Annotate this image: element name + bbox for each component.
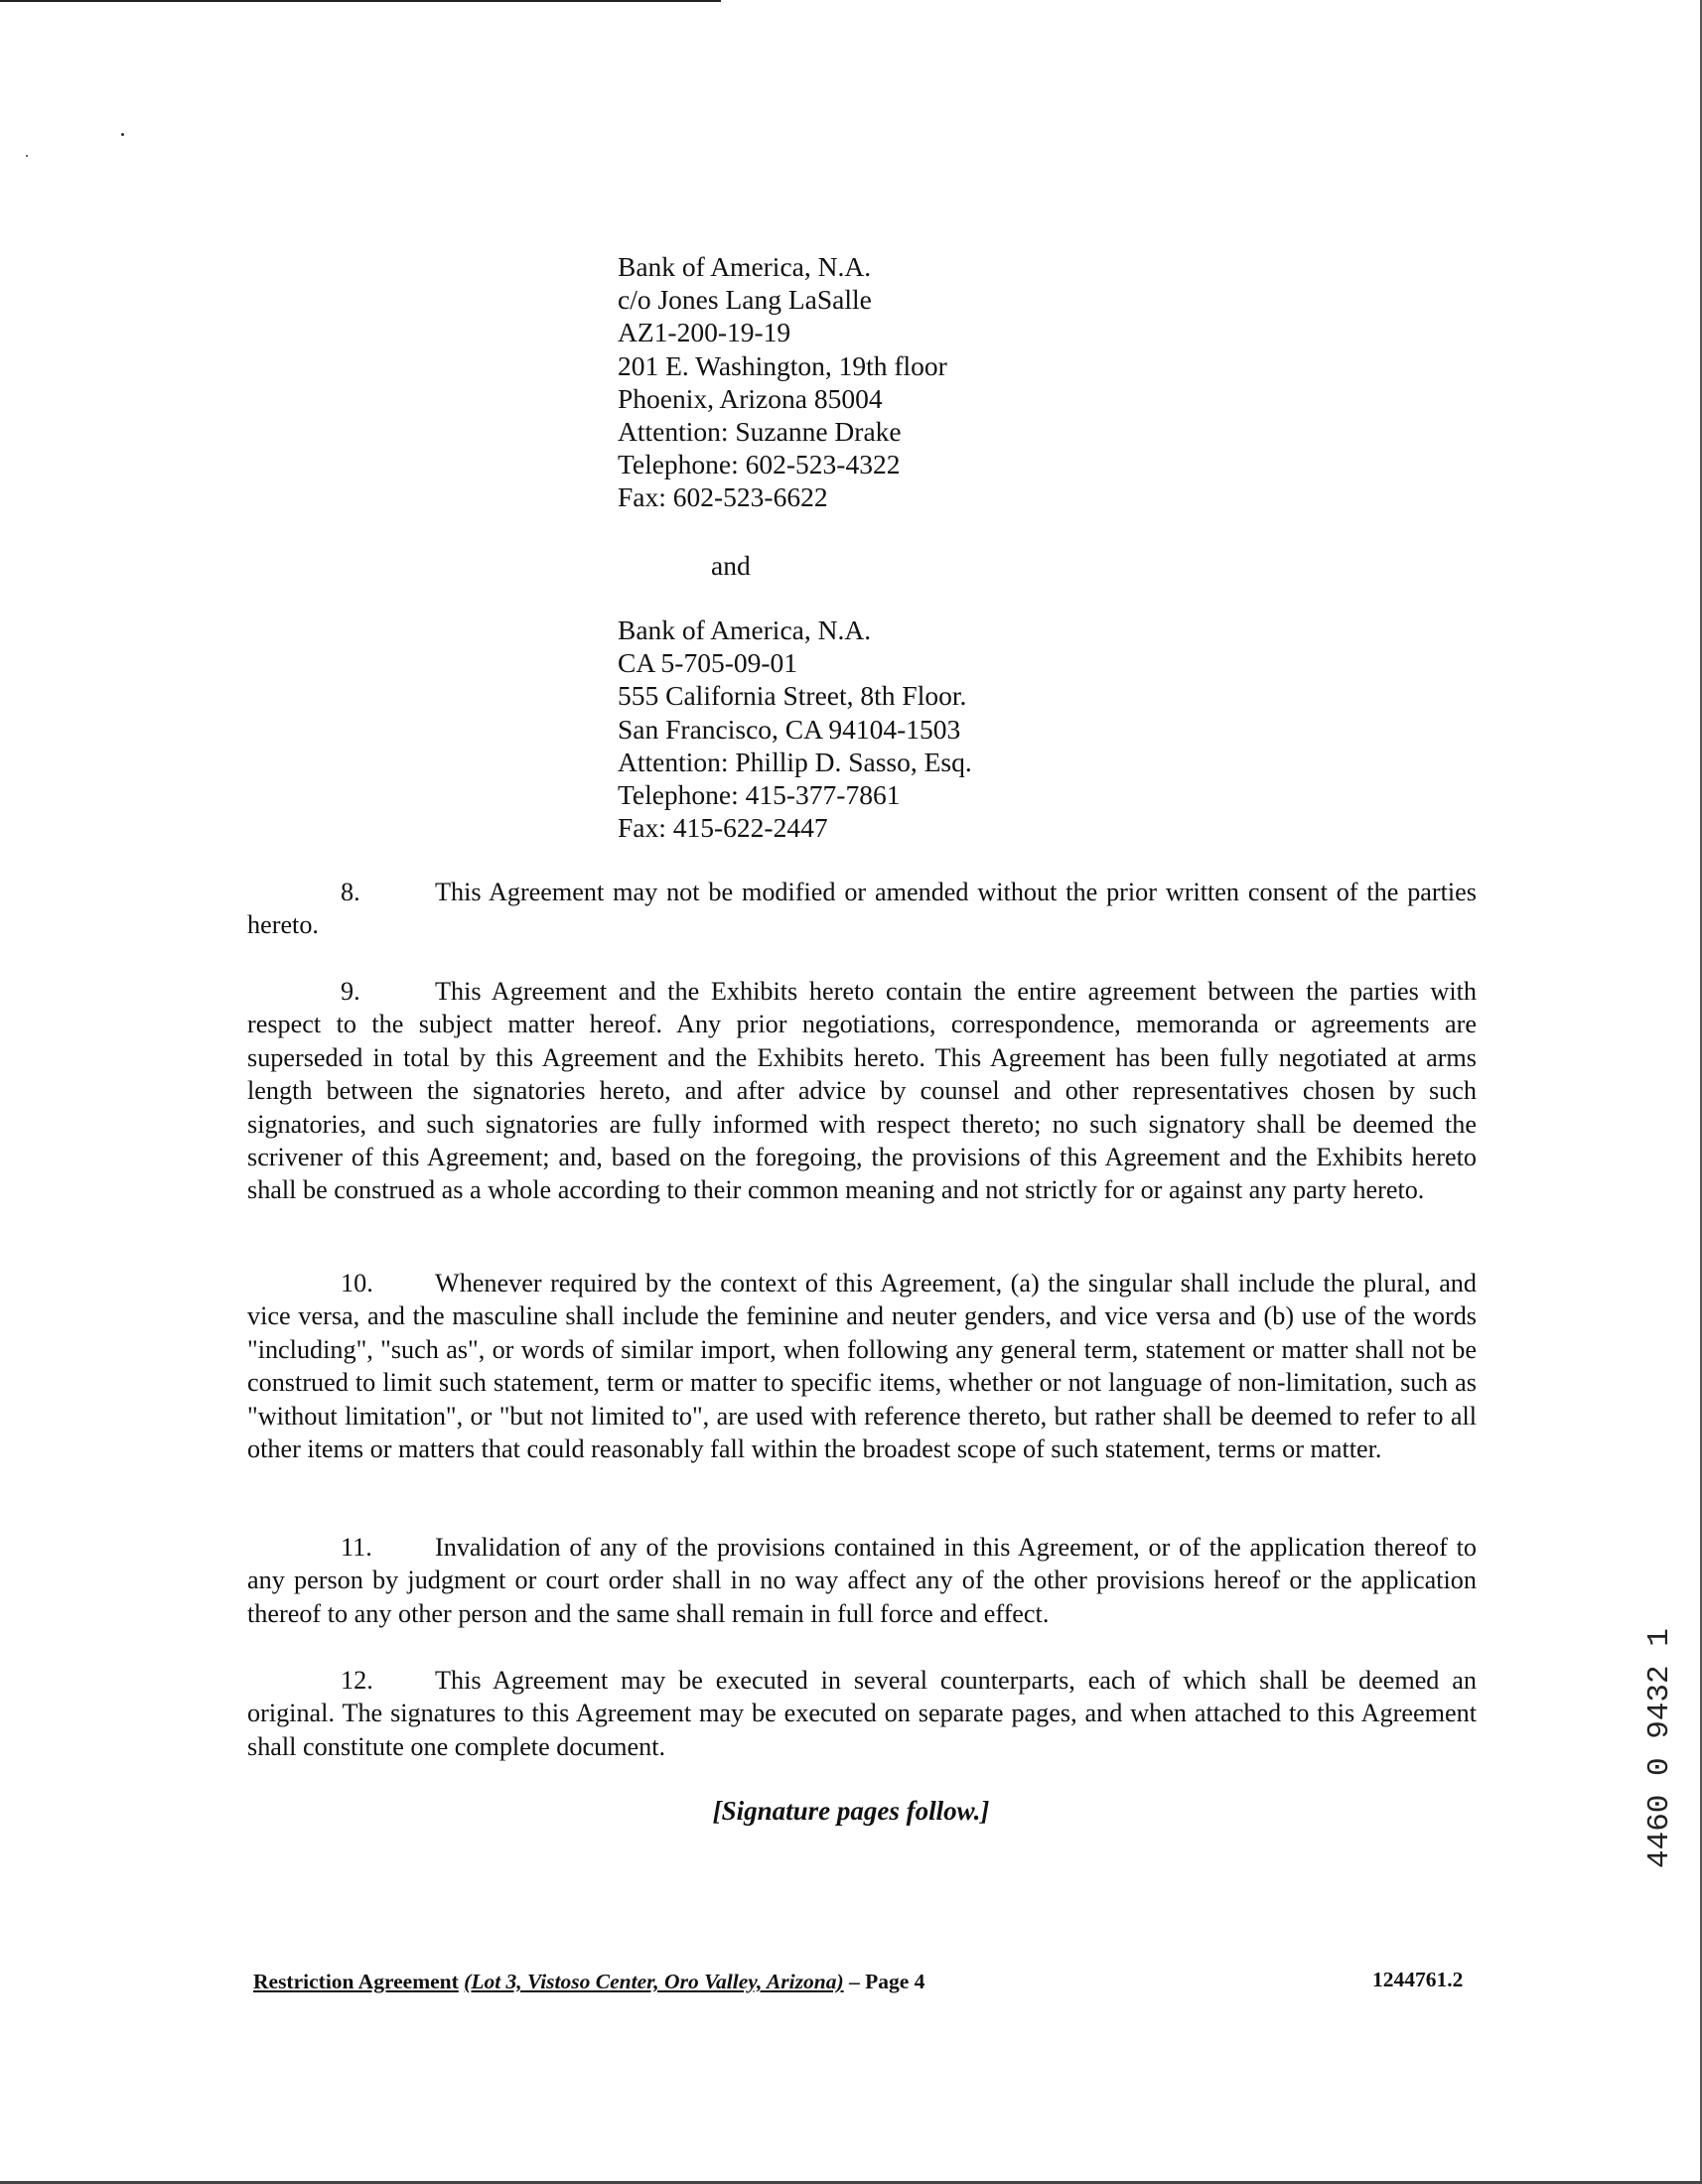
address-line: Fax: 602-523-6622 — [618, 481, 828, 513]
address-line: San Francisco, CA 94104-1503 — [618, 713, 961, 745]
paragraph-number: 9. — [341, 977, 360, 1006]
paragraph-11 — [247, 1531, 1477, 1630]
paragraph-10 — [247, 1267, 1477, 1465]
address-line: CA 5-705-09-01 — [618, 647, 798, 679]
address-line: Fax: 415-622-2447 — [618, 812, 828, 844]
paragraph-number: 11. — [341, 1533, 372, 1562]
paragraph-text: This Agreement may be executed in several counterparts, each of which shall be deemed an original. The signatures to this Agreement may be executed on separate pages, and when attached to this Agreement shall constitute one complete document. — [247, 1666, 1477, 1761]
bates-stamp: 4460 0 9432 1 — [1642, 1628, 1677, 1868]
paragraph-number: 10. — [341, 1269, 373, 1297]
address-line: 555 California Street, 8th Floor. — [618, 680, 967, 712]
footer-document-title — [253, 1970, 924, 1994]
address-block-secondary — [618, 614, 972, 844]
scan-speck — [121, 133, 124, 136]
footer-page-label: – Page 4 — [849, 1970, 925, 1993]
paragraph-9 — [247, 975, 1477, 1207]
paragraph-text: Whenever required by the context of this Agreement, (a) the singular shall include the plural, and vice versa, and the masculine shall include the feminine and neuter genders, and vice versa and (b) use of the words "including", "such as", or words of similar import, when following any general term, statement or matter shall not be construed to limit such statement, term or matter to specific items, whether or not language of non-limitation, such as "without limitation", or "but not limited to", are used with reference thereto, but rather shall be deemed to refer to all other items or matters that could reasonably fall within the broadest scope of such statement, terms or matter. — [247, 1269, 1477, 1464]
signature-pages-note: [Signature pages follow.] — [712, 1796, 990, 1826]
address-line: Telephone: 602-523-4322 — [618, 449, 901, 480]
paragraph-number: 8. — [341, 878, 360, 906]
address-block-primary — [618, 250, 947, 514]
footer-document-number: 1244761.2 — [1372, 1968, 1464, 1991]
paragraph-12 — [247, 1664, 1477, 1763]
address-connector: and — [711, 550, 751, 581]
paragraph-text: Invalidation of any of the provisions contained in this Agreement, or of the application thereof to any person by judgment or court order shall in no way affect any of the other provisions hereof or the application thereof to any other person and the same shall remain in full force and effect. — [247, 1533, 1477, 1628]
address-line: AZ1-200-19-19 — [618, 317, 791, 348]
scan-speck — [26, 155, 28, 157]
address-line: Attention: Suzanne Drake — [618, 416, 902, 448]
paragraph-8 — [247, 876, 1477, 942]
address-line: c/o Jones Lang LaSalle — [618, 284, 872, 316]
scan-edge-top — [0, 0, 721, 2]
address-line: Phoenix, Arizona 85004 — [618, 382, 883, 414]
footer-title: Restriction Agreement — [253, 1970, 459, 1993]
address-line: Bank of America, N.A. — [618, 251, 872, 282]
paragraph-text: This Agreement and the Exhibits hereto contain the entire agreement between the parties with respect to the subject matter hereof. Any prior negotiations, correspondence, memoranda or agreements are superseded in total by this Agreement and the Exhibits hereto. This Agreement has been fully negotiated at arms length between the signatories hereto, and after advice by counsel and other representatives chosen by such signatories, and such signatories are fully informed with respect thereto; no such signatory shall be deemed the scrivener of this Agreement; and, based on the foregoing, the provisions of this Agreement and the Exhibits hereto shall be construed as a whole according to their common meaning and not strictly for or against any party hereto. — [247, 977, 1477, 1205]
address-line: 201 E. Washington, 19th floor — [618, 349, 947, 381]
footer-subtitle: (Lot 3, Vistoso Center, Oro Valley, Arizona) — [464, 1970, 844, 1993]
paragraph-text: This Agreement may not be modified or amended without the prior written consent of the parties hereto. — [247, 878, 1477, 940]
address-line: Telephone: 415-377-7861 — [618, 779, 901, 811]
paragraph-number: 12. — [341, 1666, 373, 1695]
address-line: Bank of America, N.A. — [618, 614, 872, 645]
address-line: Attention: Phillip D. Sasso, Esq. — [618, 746, 972, 777]
